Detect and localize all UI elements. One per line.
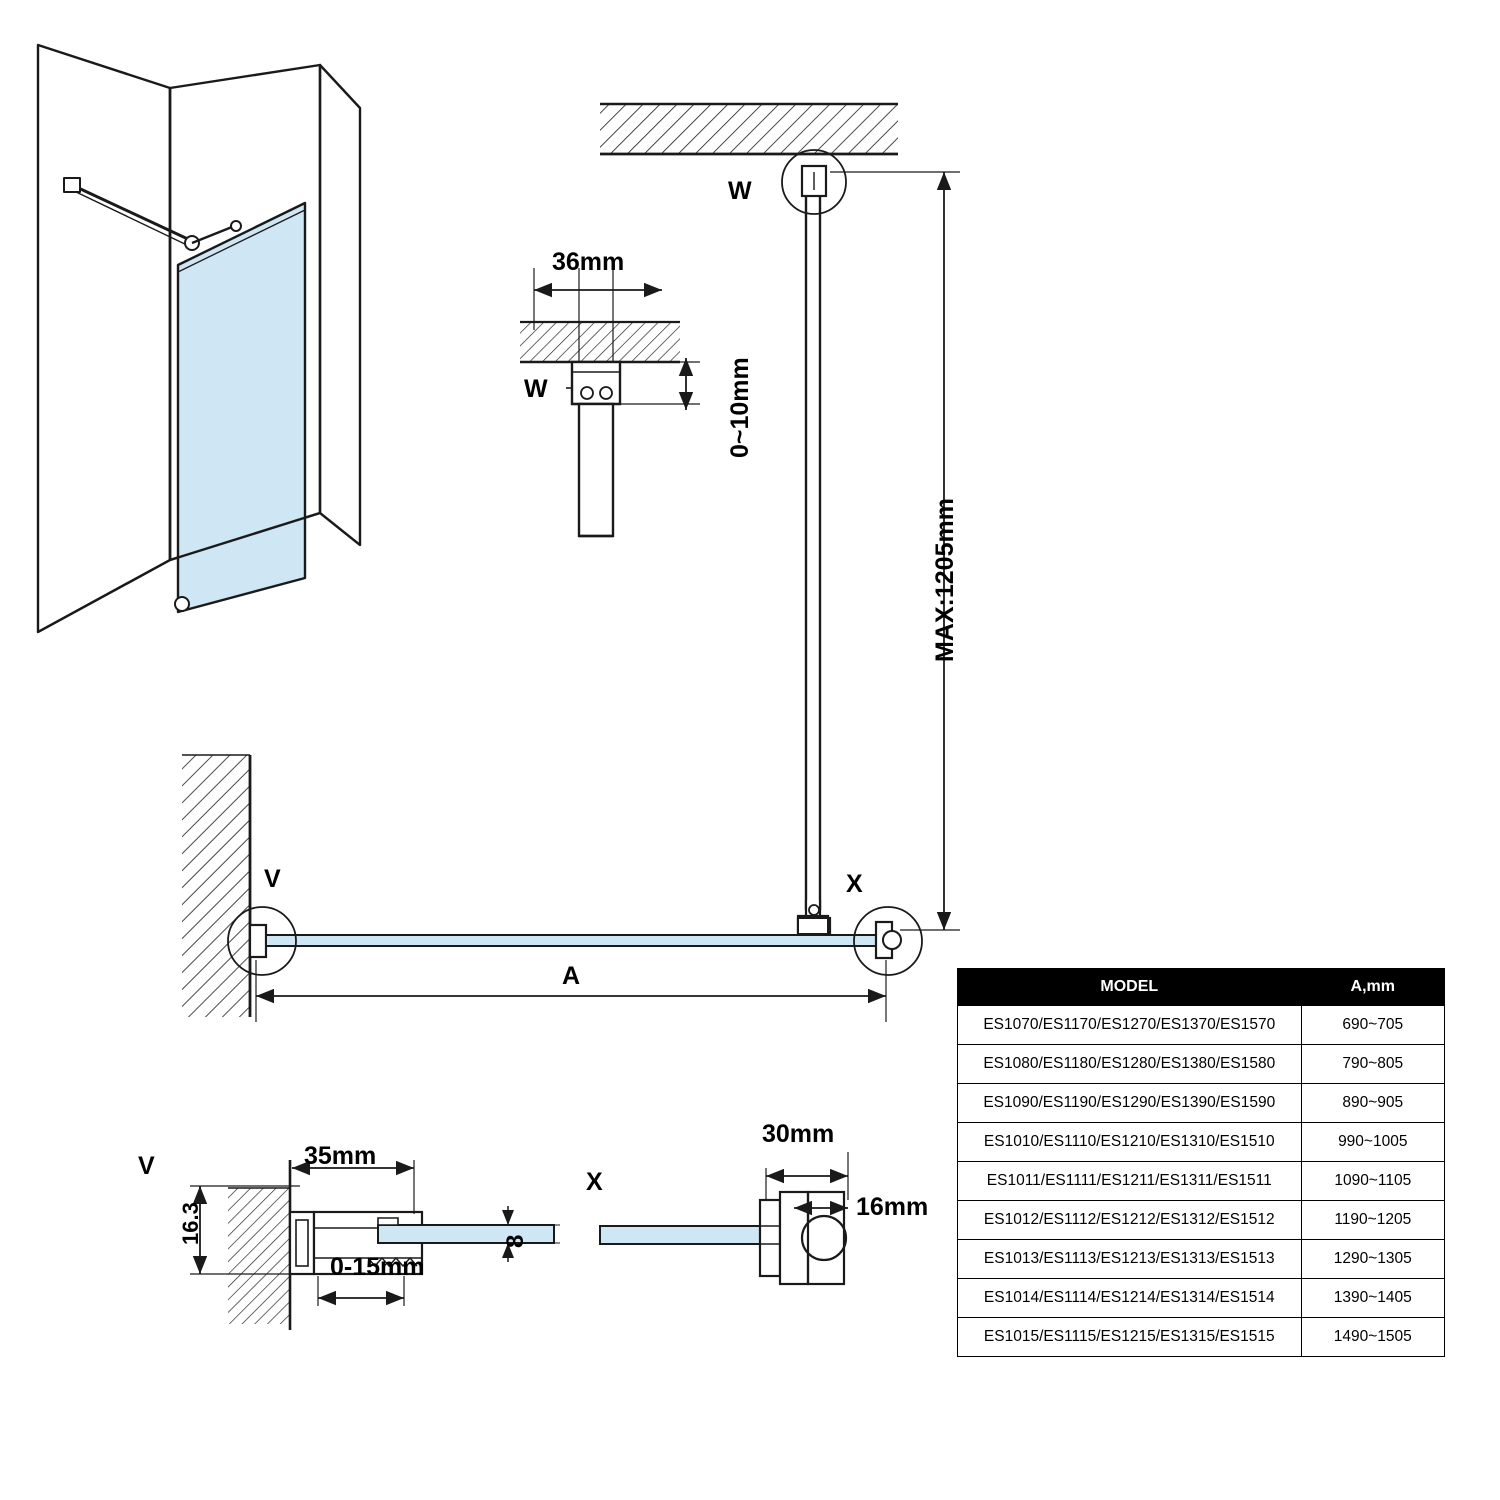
cell-model: ES1013/ES1113/ES1213/ES1313/ES1513 bbox=[958, 1240, 1302, 1279]
cell-a: 1390~1405 bbox=[1301, 1279, 1444, 1318]
cell-a: 990~1005 bbox=[1301, 1123, 1444, 1162]
cell-a: 690~705 bbox=[1301, 1006, 1444, 1045]
detail-mark-x-section: X bbox=[586, 1168, 603, 1196]
table-row bbox=[958, 1201, 1445, 1240]
table-row bbox=[958, 1240, 1445, 1279]
dimension-glass-thickness: 8 bbox=[502, 1234, 529, 1248]
dimension-wall-adjust: 0-15mm bbox=[330, 1253, 425, 1281]
cell-model: ES1014/ES1114/ES1214/ES1314/ES1514 bbox=[958, 1279, 1302, 1318]
detail-mark-v-plan: V bbox=[264, 865, 281, 893]
cell-a: 1290~1305 bbox=[1301, 1240, 1444, 1279]
table-header-row bbox=[958, 969, 1445, 1006]
cell-model: ES1010/ES1110/ES1210/ES1310/ES1510 bbox=[958, 1123, 1302, 1162]
dimension-bar-offset: 36mm bbox=[552, 248, 625, 276]
dimension-max-height: MAX:1205mm bbox=[931, 498, 959, 662]
dimension-profile-depth: 35mm bbox=[304, 1142, 377, 1170]
dimension-width-a: A bbox=[562, 962, 581, 990]
dimension-x-inner: 16mm bbox=[856, 1193, 929, 1221]
table-row bbox=[958, 1084, 1445, 1123]
cell-model: ES1011/ES1111/ES1211/ES1311/ES1511 bbox=[958, 1162, 1302, 1201]
cell-a: 790~805 bbox=[1301, 1045, 1444, 1084]
detail-mark-v-section: V bbox=[138, 1152, 155, 1180]
cell-model: ES1080/ES1180/ES1280/ES1380/ES1580 bbox=[958, 1045, 1302, 1084]
column-header-a: A,mm bbox=[1301, 969, 1444, 1006]
column-header-model: MODEL bbox=[958, 969, 1302, 1006]
cell-a: 1490~1505 bbox=[1301, 1318, 1444, 1357]
cell-model: ES1012/ES1112/ES1212/ES1312/ES1512 bbox=[958, 1201, 1302, 1240]
detail-x-section bbox=[600, 1152, 848, 1284]
table-row bbox=[958, 1006, 1445, 1045]
elevation-view bbox=[600, 104, 960, 936]
detail-mark-w-mid: W bbox=[524, 375, 548, 403]
dimension-profile-height: 16.3 bbox=[178, 1202, 203, 1245]
cell-a: 1190~1205 bbox=[1301, 1201, 1444, 1240]
cell-model: ES1090/ES1190/ES1290/ES1390/ES1590 bbox=[958, 1084, 1302, 1123]
table-row bbox=[958, 1045, 1445, 1084]
model-size-table bbox=[957, 968, 1445, 1357]
cell-a: 890~905 bbox=[1301, 1084, 1444, 1123]
table-row bbox=[958, 1162, 1445, 1201]
cell-model: ES1070/ES1170/ES1270/ES1370/ES1570 bbox=[958, 1006, 1302, 1045]
table-row bbox=[958, 1318, 1445, 1357]
perspective-view bbox=[38, 45, 360, 632]
plan-view bbox=[182, 755, 922, 1022]
table-row bbox=[958, 1123, 1445, 1162]
cell-model: ES1015/ES1115/ES1215/ES1315/ES1515 bbox=[958, 1318, 1302, 1357]
table-row bbox=[958, 1279, 1445, 1318]
detail-mark-w-top: W bbox=[728, 177, 752, 205]
cell-a: 1090~1105 bbox=[1301, 1162, 1444, 1201]
dimension-x-outer: 30mm bbox=[762, 1120, 835, 1148]
dimension-bar-adjust: 0~10mm bbox=[726, 357, 754, 458]
detail-mark-x-plan: X bbox=[846, 870, 863, 898]
